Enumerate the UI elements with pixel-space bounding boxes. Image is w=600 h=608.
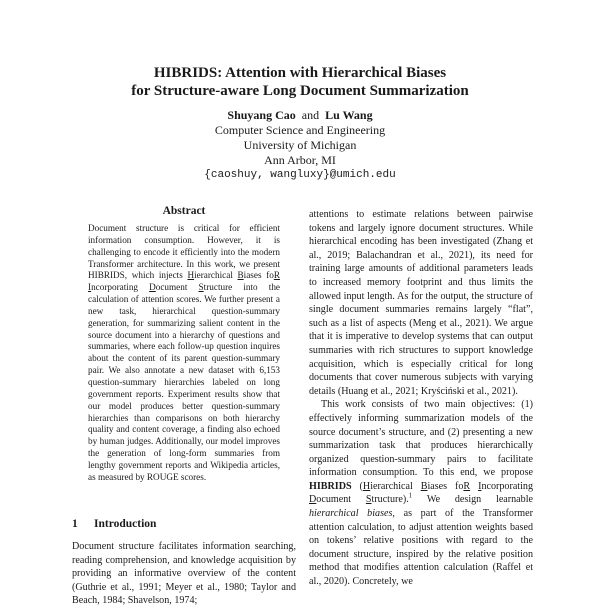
author-email: {caoshuy, wangluxy}@umich.edu	[204, 169, 396, 181]
title-line-2: for Structure-aware Long Document Summarization	[131, 83, 469, 99]
acronym-letter-s: S	[198, 282, 204, 293]
right-paragraph-1: attentions to estimate relations between pairwise tokens and largely ignore document structures. While hierarchical encoding has been investigated (Zhang et al., 2019; Balachandran et al., 2021), its need for training large amounts of additional parameters leads to increased memory footprint and thus limits the allowed input length. As for the output, the structure of single document summaries remains largely “flat”, such as a list of aspects (Meng et al., 2021). We argue that it is imperative to develop systems that can output summaries with rich structures to support knowledge acquisition, which is especially critical for long documents that cover numerous subjects with varying details (Huang et al., 2021; Kryściński et al., 2021).	[309, 209, 533, 397]
affiliation-department: Computer Science and Engineering	[214, 123, 386, 137]
acronym-letter-s: S	[365, 494, 372, 506]
acronym-letter-d: D	[309, 494, 317, 506]
section-heading-introduction	[72, 518, 296, 530]
section-title: Introduction	[94, 518, 157, 530]
abstract-body	[88, 223, 280, 484]
p2-design-text: We design learnable	[412, 494, 533, 506]
acronym-letter-d: D	[149, 282, 156, 293]
affiliation-location: Ann Arbor, MI	[264, 153, 336, 167]
acronym-letter-r: R	[273, 270, 280, 281]
section-number: 1	[72, 518, 78, 530]
acronym-word-rest: tructure	[203, 282, 233, 293]
acronym-letter-i: I	[88, 282, 92, 293]
acronym-letter-h: H	[187, 270, 195, 281]
paper-title	[60, 64, 540, 100]
emphasis-term: hierarchical biases	[309, 508, 393, 520]
acronym-letter-r: R	[463, 480, 471, 492]
acronym-word-rest: iases fo	[243, 270, 274, 281]
model-name: HIBRIDS	[309, 480, 352, 492]
author-2: Lu Wang	[325, 108, 373, 122]
title-line-1: HIBRIDS: Attention with Hierarchical Biases	[153, 65, 447, 81]
acronym-word-rest: ncorporating	[91, 282, 150, 293]
right-column	[309, 208, 533, 589]
author-block	[100, 108, 500, 183]
author-names	[100, 108, 500, 123]
p2-closing-text: , as part of the Transformer attention calculation, to adjust attention weights based on tokens’ relative positions with regard to the document structure, inspired by the relative position method that modifies attention calculation (Raffel et al., 2020). Concretely, we	[309, 508, 533, 588]
introduction-paragraph: Document structure facilitates information searching, reading comprehension, and knowledge acquisition by providing an informative overview of the content (Guthrie et al., 1991; Meyer et al., 1980; Taylor and Beach, 1984; Shavelson, 1974;	[72, 541, 296, 607]
right-paragraph-2	[309, 398, 533, 588]
acronym-letter-h: H	[362, 480, 371, 492]
abstract-heading: Abstract	[162, 205, 206, 217]
acronym-word-rest: ierarchical	[370, 480, 421, 492]
acronym-word-rest: ocument	[155, 282, 199, 293]
author-conjunction: and	[301, 108, 320, 122]
acronym-word-rest: ncorporating	[481, 480, 534, 492]
paren-close: ).	[402, 494, 409, 506]
author-1: Shuyang Cao	[227, 108, 296, 122]
acronym-letter-i: I	[478, 480, 482, 492]
p2-intro-text: This work consists of two main objectives: (1) effectively informing summarization models of the source document’s structure, and (2) presenting a new summarization task that produces hierarchically organized question-summary pairs to facilitate information consumption. To this end, we propose	[309, 399, 533, 479]
abstract-text-end: into the calculation of attention scores. We further present a new task, hierarchical question-summary generation, for summarizing salient content in the source document into a hierarchy of questions and summaries, where each follow-up question inquires about the content of its parent question-summary pair. We also annotate a new dataset with 6,153 question-summary hierarchies labeled on long government reports. Experiment results show that our model produces better question-summary hierarchies than comparisons on both hierarchy quality and content coverage, a finding also echoed by human judges. Additionally, our model improves the generation of long-form summaries from lengthy government reports and Wikipedia articles, as measured by ROUGE scores.	[88, 282, 280, 482]
acronym-letter-b: B	[237, 270, 244, 281]
paren-open: (	[351, 480, 363, 492]
acronym-letter-b: B	[420, 480, 428, 492]
footnote-marker[interactable]: 1	[408, 492, 413, 501]
introduction-body	[72, 540, 296, 608]
acronym-word-rest: ocument	[316, 494, 366, 506]
abstract-text-start: Document structure is critical for efficient information consumption. However, it is challenging to encode it efficiently into the modern Transformer architecture. In this work, we present HIBRIDS, which injects	[88, 223, 280, 281]
acronym-word-rest: ierarchical	[194, 270, 238, 281]
affiliation-university: University of Michigan	[243, 138, 357, 152]
acronym-word-rest: iases fo	[427, 480, 464, 492]
acronym-word-rest: tructure	[371, 494, 403, 506]
